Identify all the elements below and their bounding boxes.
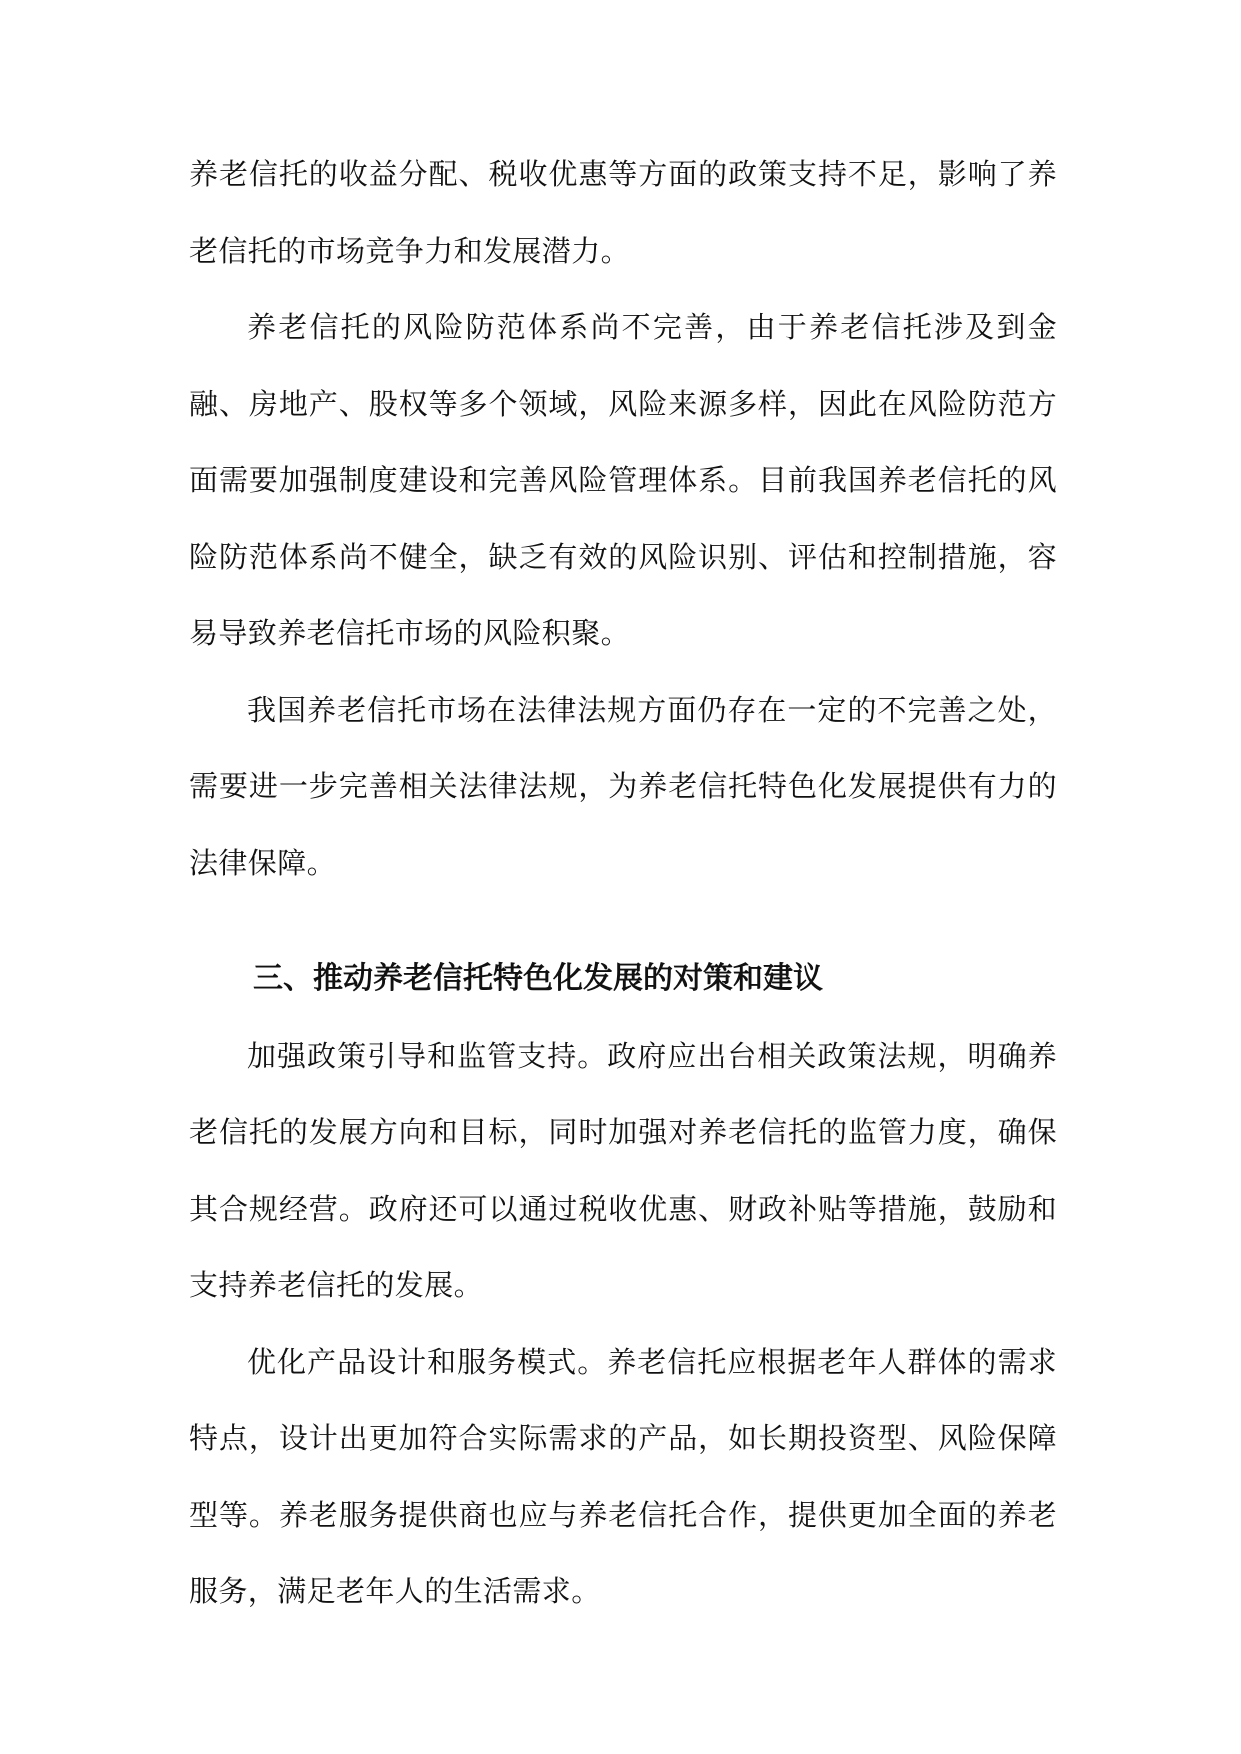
section-heading: 三、推动养老信托特色化发展的对策和建议: [253, 961, 823, 996]
paragraph-product-design: 优化产品设计和服务模式。养老信托应根据老年人群体的需求特点，设计出更加符合实际需求的产品，如长期投资型、风险保障型等。养老服务提供商也应与养老信托合作，提供更加全面的养老服务，满足老年人的生活需求。: [189, 1344, 1057, 1608]
paragraph-legal-framework: 我国养老信托市场在法律法规方面仍存在一定的不完善之处，需要进一步完善相关法律法规，为养老信托特色化发展提供有力的法律保障。: [189, 692, 1057, 880]
section-spacer: [189, 901, 1057, 941]
paragraph-continued: 养老信托的收益分配、税收优惠等方面的政策支持不足，影响了养老信托的市场竞争力和发展潜力。: [189, 157, 1057, 268]
paragraph-risk-prevention: 养老信托的风险防范体系尚不完善，由于养老信托涉及到金融、房地产、股权等多个领域，风险来源多样，因此在风险防范方面需要加强制度建设和完善风险管理体系。目前我国养老信托的风险防范体系尚不健全，缺乏有效的风险识别、评估和控制措施，容易导致养老信托市场的风险积聚。: [189, 310, 1057, 650]
paragraph-policy-guidance: 加强政策引导和监管支持。政府应出台相关政策法规，明确养老信托的发展方向和目标，同时加强对养老信托的监管力度，确保其合规经营。政府还可以通过税收优惠、财政补贴等措施，鼓励和支持养老信托的发展。: [189, 1038, 1057, 1302]
document-body: [189, 136, 1057, 1630]
